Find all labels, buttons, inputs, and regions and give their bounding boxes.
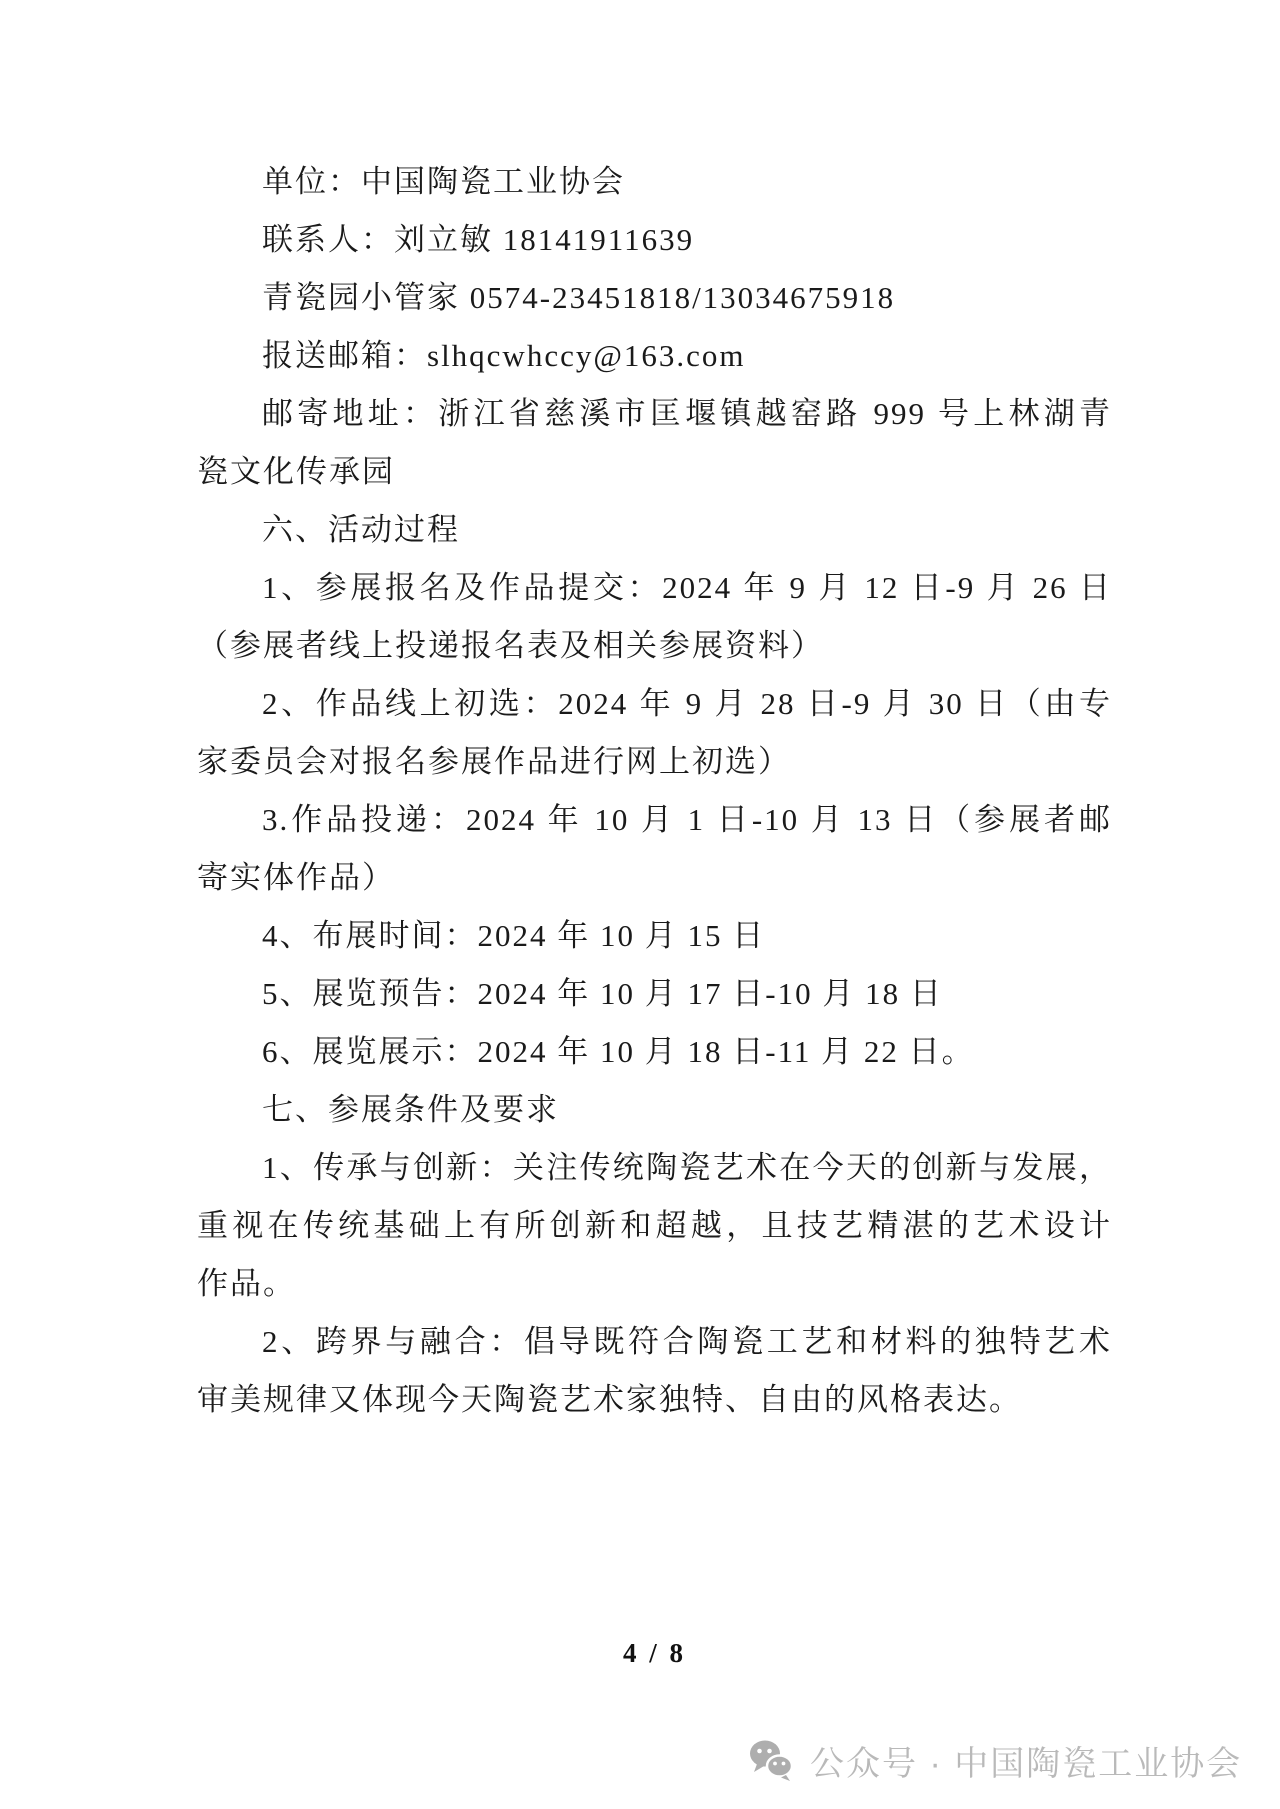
wechat-account-label: 公众号 · 中国陶瓷工业协会 xyxy=(810,1745,1243,1783)
doc-line: 寄实体作品） xyxy=(197,860,395,895)
page-number: 4 / 8 xyxy=(622,1638,686,1668)
wechat-footer xyxy=(748,1736,1242,1785)
doc-line: 重视在传统基础上有所创新和超越，且技艺精湛的艺术设计 xyxy=(197,1208,1112,1243)
doc-line: 报送邮箱：slhqcwhccy@163.com xyxy=(262,338,746,373)
document-body xyxy=(197,153,1112,1429)
doc-line: 3.作品投递：2024 年 10 月 1 日-10 月 13 日（参展者邮 xyxy=(262,802,1112,837)
doc-line: （参展者线上投递报名表及相关参展资料） xyxy=(197,628,824,663)
doc-line: 2、跨界与融合：倡导既符合陶瓷工艺和材料的独特艺术 xyxy=(262,1324,1112,1359)
doc-line: 作品。 xyxy=(197,1266,296,1301)
doc-line: 1、参展报名及作品提交：2024 年 9 月 12 日-9 月 26 日 xyxy=(262,570,1112,605)
doc-line: 七、参展条件及要求 xyxy=(262,1092,559,1127)
doc-line: 4、布展时间：2024 年 10 月 15 日 xyxy=(262,918,766,953)
doc-line: 审美规律又体现今天陶瓷艺术家独特、自由的风格表达。 xyxy=(197,1382,1022,1417)
doc-line: 六、活动过程 xyxy=(262,512,460,547)
doc-line: 家委员会对报名参展作品进行网上初选） xyxy=(197,744,791,779)
doc-line: 单位：中国陶瓷工业协会 xyxy=(262,164,625,199)
doc-line: 青瓷园小管家 0574-23451818/13034675918 xyxy=(262,280,896,315)
wechat-icon xyxy=(748,1739,795,1783)
doc-line: 6、展览展示：2024 年 10 月 18 日-11 月 22 日。 xyxy=(262,1034,975,1069)
doc-line: 5、展览预告：2024 年 10 月 17 日-10 月 18 日 xyxy=(262,976,943,1011)
doc-line: 联系人：刘立敏 18141911639 xyxy=(262,222,695,257)
doc-line: 2、作品线上初选：2024 年 9 月 28 日-9 月 30 日（由专 xyxy=(262,686,1112,721)
doc-line: 瓷文化传承园 xyxy=(197,454,395,489)
doc-line: 邮寄地址：浙江省慈溪市匡堰镇越窑路 999 号上林湖青 xyxy=(262,396,1112,431)
doc-line: 1、传承与创新：关注传统陶瓷艺术在今天的创新与发展， xyxy=(262,1150,1112,1185)
